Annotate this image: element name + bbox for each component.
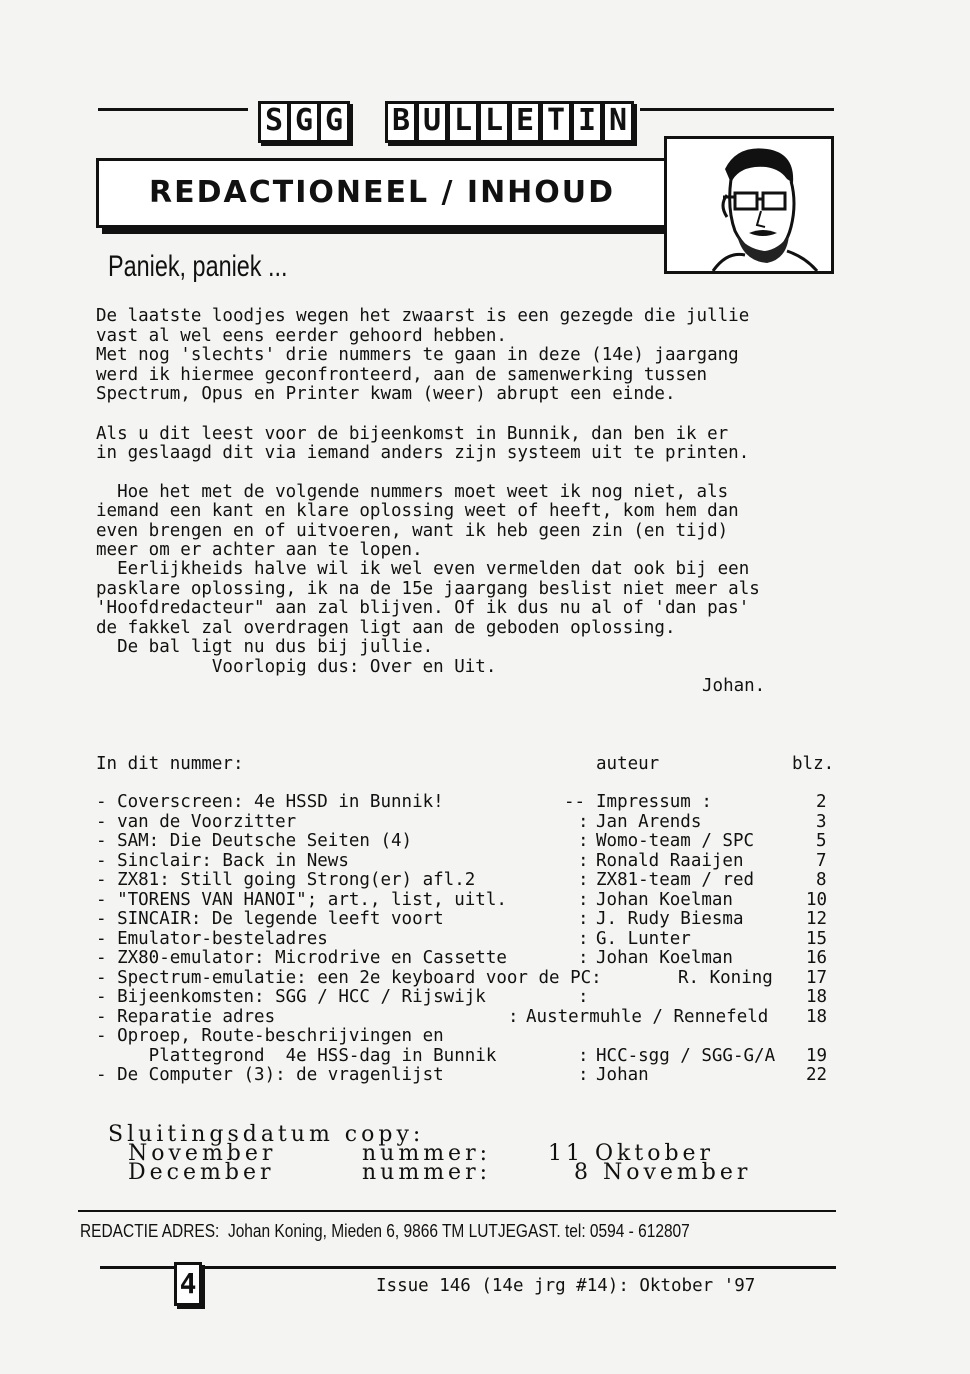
- article-line: Voorlopig dus: Over en Uit.: [96, 657, 497, 677]
- toc-author: J. Rudy Biesma: [596, 909, 744, 929]
- masthead-letter: S: [258, 101, 290, 143]
- deadline-label: November: [128, 1141, 277, 1166]
- toc-title: - Oproep, Route-beschrijvingen en: [96, 1026, 444, 1046]
- article-line: meer om er achter aan te lopen.: [96, 540, 423, 560]
- toc-separator: :: [578, 1046, 589, 1066]
- toc-page: 7: [816, 851, 827, 871]
- article-signature: Johan.: [702, 676, 766, 696]
- article-line: de fakkel zal overdragen ligt aan de geboden oplossing.: [96, 618, 676, 638]
- toc-separator: :: [578, 987, 589, 1007]
- toc-author: Johan Koelman: [596, 890, 733, 910]
- deadline-date: 8 November: [574, 1160, 752, 1185]
- toc-title: - ZX80-emulator: Microdrive en Cassette: [96, 948, 507, 968]
- toc-title: - Emulator-besteladres: [96, 929, 328, 949]
- masthead-rule-left: [98, 108, 248, 111]
- toc-title: - Bijeenkomsten: SGG / HCC / Rijswijk: [96, 987, 486, 1007]
- toc-author: Ronald Raaijen: [596, 851, 744, 871]
- article-line: pasklare oplossing, ik na de 15e jaargang beslist niet meer als: [96, 579, 760, 599]
- masthead-letter: U: [416, 101, 448, 143]
- article-line: Eerlijkheids halve wil ik wel even vermelden dat ook bij een: [96, 559, 750, 579]
- toc-title: - SINCAIR: De legende leeft voort: [96, 909, 444, 929]
- toc-title: - De Computer (3): de vragenlijst: [96, 1065, 444, 1085]
- toc-separator: :: [578, 870, 589, 890]
- masthead-letter: G: [288, 101, 320, 143]
- toc-title: - SAM: Die Deutsche Seiten (4): [96, 831, 413, 851]
- deadline-title: Sluitingsdatum copy:: [108, 1122, 425, 1147]
- toc-author: Johan Koelman: [596, 948, 733, 968]
- page-number: 4: [174, 1262, 202, 1306]
- toc-author: ZX81-team / red: [596, 870, 755, 890]
- article-line: Spectrum, Opus en Printer kwam (weer) abrupt een einde.: [96, 384, 676, 404]
- article-line: werd ik hiermee geconfronteerd, aan de samenwerking tussen: [96, 365, 708, 385]
- editor-portrait: [664, 136, 834, 274]
- deadline-label: December: [128, 1160, 275, 1185]
- toc-title: - Reparatie adres: [96, 1007, 276, 1027]
- section-title: REDACTIONEEL / INHOUD: [149, 175, 616, 210]
- toc-separator: :: [578, 948, 589, 968]
- toc-page: 19: [806, 1046, 828, 1066]
- footer-rule-bottom: [100, 1266, 836, 1269]
- toc-page: 2: [816, 792, 827, 812]
- editor-portrait-icon: [667, 139, 831, 271]
- toc-page: 16: [806, 948, 828, 968]
- article-line: Als u dit leest voor de bijeenkomst in Bunnik, dan ben ik er: [96, 424, 729, 444]
- editorial-address: REDACTIE ADRES: Johan Koning, Mieden 6, 9866 TM LUTJEGAST. tel: 0594 - 612807: [80, 1221, 690, 1241]
- article-line: vast al wel eens eerder gehoord hebben.: [96, 326, 507, 346]
- toc-page: 5: [816, 831, 827, 851]
- masthead-letter: I: [571, 101, 603, 143]
- toc-separator: --: [564, 792, 586, 812]
- toc-page: 15: [806, 929, 828, 949]
- toc-author: Jan Arends: [596, 812, 702, 832]
- toc-author: Impressum :: [596, 792, 712, 812]
- toc-page: 17: [806, 968, 828, 988]
- toc-page: 18: [806, 987, 828, 1007]
- toc-title: - van de Voorzitter: [96, 812, 297, 832]
- toc-page: 22: [806, 1065, 828, 1085]
- toc-page: 12: [806, 909, 828, 929]
- toc-separator: :: [578, 909, 589, 929]
- toc-page: 18: [806, 1007, 828, 1027]
- toc-title: - ZX81: Still going Strong(er) afl.2: [96, 870, 476, 890]
- article-line: even brengen en of uitvoeren, want ik heb geen zin (en tijd): [96, 521, 729, 541]
- deadline-word: nummer:: [362, 1160, 492, 1185]
- toc-separator: :: [578, 929, 589, 949]
- toc-title: - "TORENS VAN HANOI"; art., list, uitl.: [96, 890, 507, 910]
- article-line: in geslaagd dit via iemand anders zijn systeem uit te printen.: [96, 443, 750, 463]
- toc-page: 3: [816, 812, 827, 832]
- toc-separator: :: [508, 1007, 519, 1027]
- toc-author: Womo-team / SPC: [596, 831, 755, 851]
- toc-author: HCC-sgg / SGG-G/A: [596, 1046, 776, 1066]
- toc-title: - Spectrum-emulatie: een 2e keyboard voor de PC:: [96, 968, 602, 988]
- masthead-letter: B: [385, 101, 417, 143]
- article-line: 'Hoofdredacteur" aan zal blijven. Of ik dus nu al of 'dan pas': [96, 598, 750, 618]
- masthead-letter: G: [318, 101, 350, 143]
- toc-author: Johan: [596, 1065, 649, 1085]
- toc-title: - Coverscreen: 4e HSSD in Bunnik!: [96, 792, 444, 812]
- article-line: De laatste loodjes wegen het zwaarst is een gezegde die jullie: [96, 306, 750, 326]
- article-subtitle: Paniek, paniek ...: [108, 250, 288, 283]
- toc-title: Plattegrond 4e HSS-dag in Bunnik: [96, 1046, 497, 1066]
- masthead-letter: L: [447, 101, 479, 143]
- masthead-letter: T: [540, 101, 572, 143]
- masthead-letter: N: [602, 101, 634, 143]
- article-line: Hoe het met de volgende nummers moet weet ik nog niet, als: [96, 482, 729, 502]
- toc-title: - Sinclair: Back in News: [96, 851, 349, 871]
- article-line: De bal ligt nu dus bij jullie.: [96, 637, 434, 657]
- article-line: iemand een kant en klare oplossing weet of heeft, kom hem dan: [96, 501, 739, 521]
- toc-page: 10: [806, 890, 828, 910]
- article-line: Met nog 'slechts' drie nummers te gaan in deze (14e) jaargang: [96, 345, 739, 365]
- deadline-date: 11 Oktober: [548, 1141, 715, 1166]
- toc-author: G. Lunter: [596, 929, 691, 949]
- toc-header-label: In dit nummer:: [96, 754, 244, 774]
- toc-separator: :: [578, 812, 589, 832]
- masthead-rule-right: [640, 108, 834, 111]
- toc-separator: :: [578, 831, 589, 851]
- masthead-letter: L: [478, 101, 510, 143]
- issue-line: Issue 146 (14e jrg #14): Oktober '97: [376, 1276, 756, 1296]
- masthead-letter: E: [509, 101, 541, 143]
- deadline-word: nummer:: [362, 1141, 492, 1166]
- toc-author: R. Koning: [678, 968, 773, 988]
- toc-separator: :: [578, 851, 589, 871]
- toc-separator: :: [578, 1065, 589, 1085]
- toc-page: 8: [816, 870, 827, 890]
- toc-author: Austermuhle / Rennefeld: [526, 1007, 769, 1027]
- section-header: [96, 158, 692, 228]
- toc-header-page: blz.: [792, 754, 835, 774]
- footer-rule-top: [78, 1210, 836, 1212]
- toc-separator: :: [578, 890, 589, 910]
- toc-header-author: auteur: [596, 754, 660, 774]
